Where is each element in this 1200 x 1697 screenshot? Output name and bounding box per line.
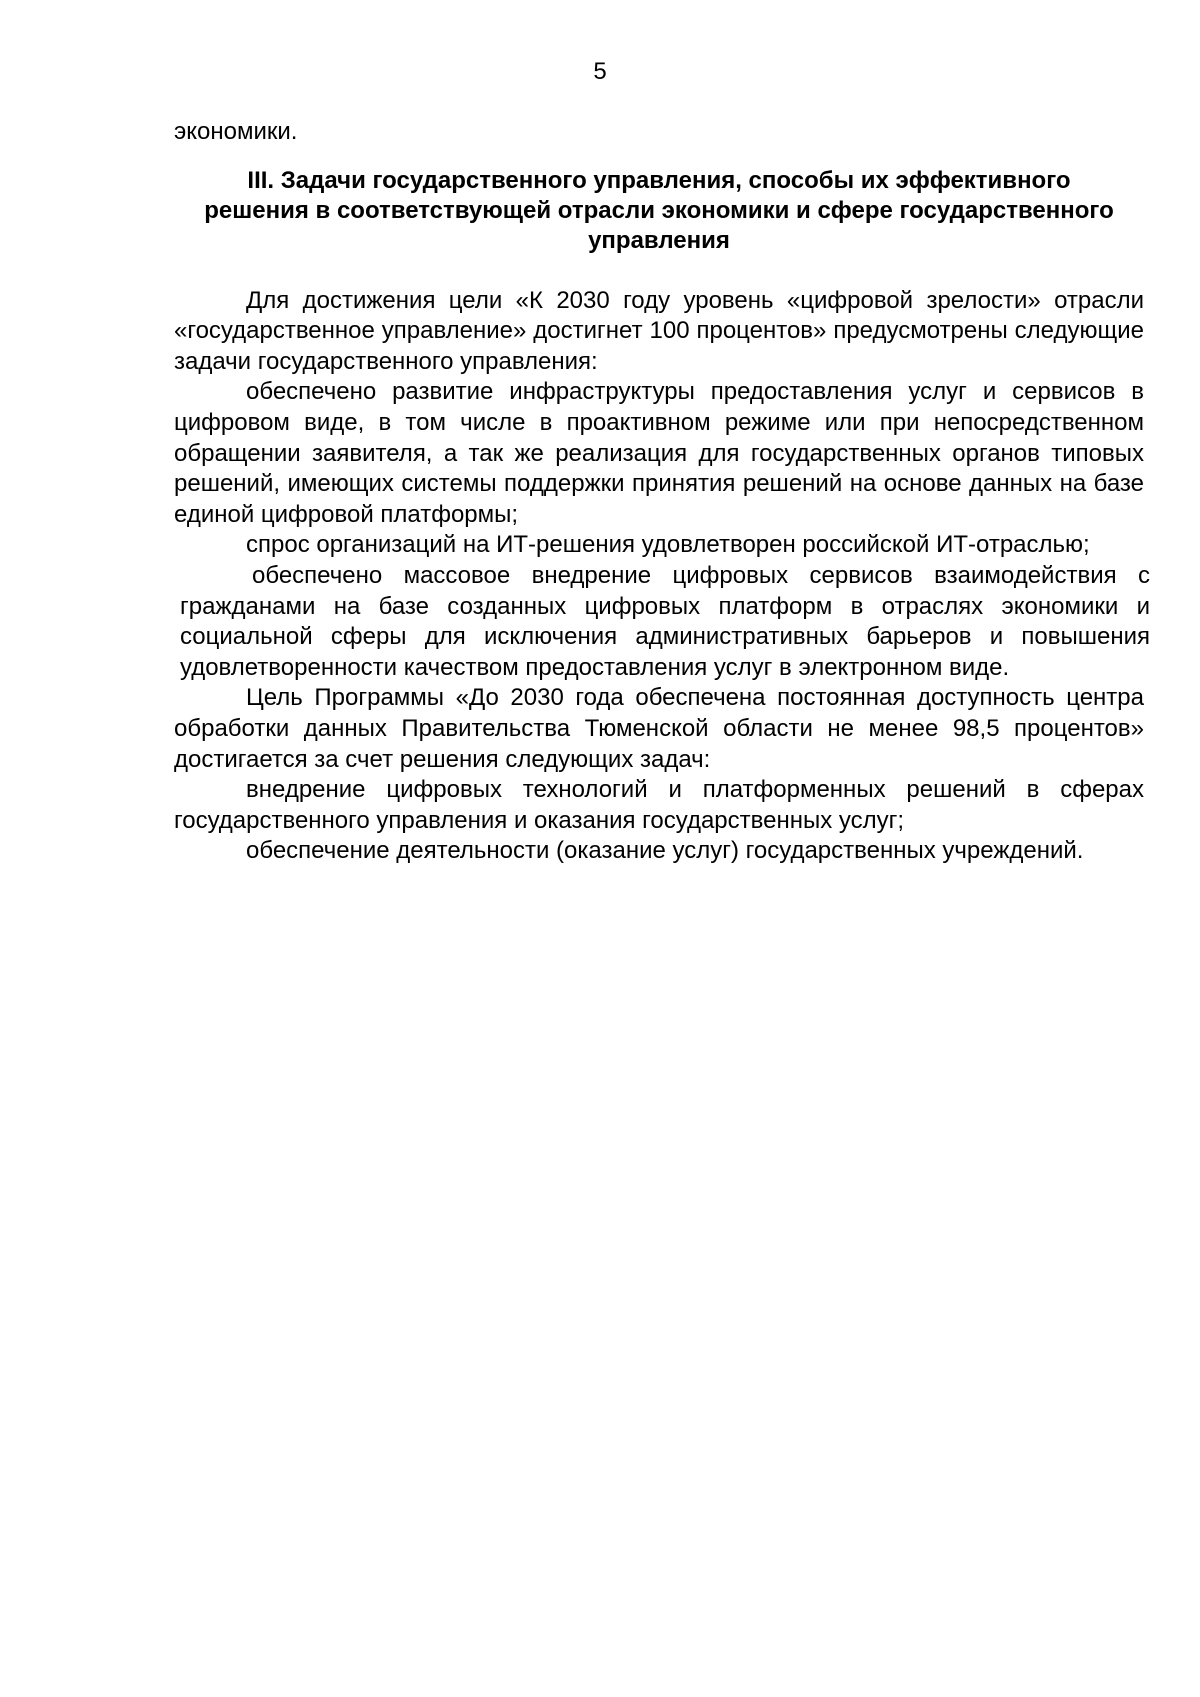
- paragraph-task-institutions: обеспечение деятельности (оказание услуг) государственных учреждений.: [246, 837, 1084, 865]
- paragraph-task-it-solutions: спрос организаций на ИТ-решения удовлетворен российской ИТ-отраслью;: [246, 531, 1090, 559]
- paragraph-task-infrastructure: обеспечено развитие инфраструктуры предоставления услуг и сервисов в цифровом виде, в том числе в проактивном режиме или при непосредственном обращении заявителя, а так же реализация для государственных органов типовых решений, имеющих системы поддержки принятия решений на основе данных на базе единой цифровой платформы;: [174, 378, 1144, 528]
- section-heading: III. Задачи государственного управления, способы их эффективного решения в соответствующей отрасли экономики и сфере государственного управления: [204, 166, 1114, 254]
- paragraph-task-digital-technologies: внедрение цифровых технологий и платформенных решений в сферах государственного управления и оказания государственных услуг;: [174, 776, 1144, 834]
- page-number: 5: [593, 58, 607, 85]
- paragraph-task-digital-services: обеспечено массовое внедрение цифровых сервисов взаимодействия с гражданами на базе созданных цифровых платформ в отраслях экономики и социальной сферы для исключения административных барьеров и повышения удовлетворенности качеством предоставления услуг в электронном виде.: [180, 561, 1150, 681]
- top-fragment: экономики.: [174, 118, 298, 145]
- document-body: [174, 117, 1150, 867]
- paragraph-goal-digital-maturity: Для достижения цели «К 2030 году уровень «цифровой зрелости» отрасли «государственное управление» достигнет 100 процентов» предусмотрены следующие задачи государственного управления:: [174, 286, 1144, 375]
- paragraph-goal-data-center: Цель Программы «До 2030 года обеспечена постоянная доступность центра обработки данных Правительства Тюменской области не менее 98,5 процентов» достигается за счет решения следующих задач:: [174, 684, 1144, 773]
